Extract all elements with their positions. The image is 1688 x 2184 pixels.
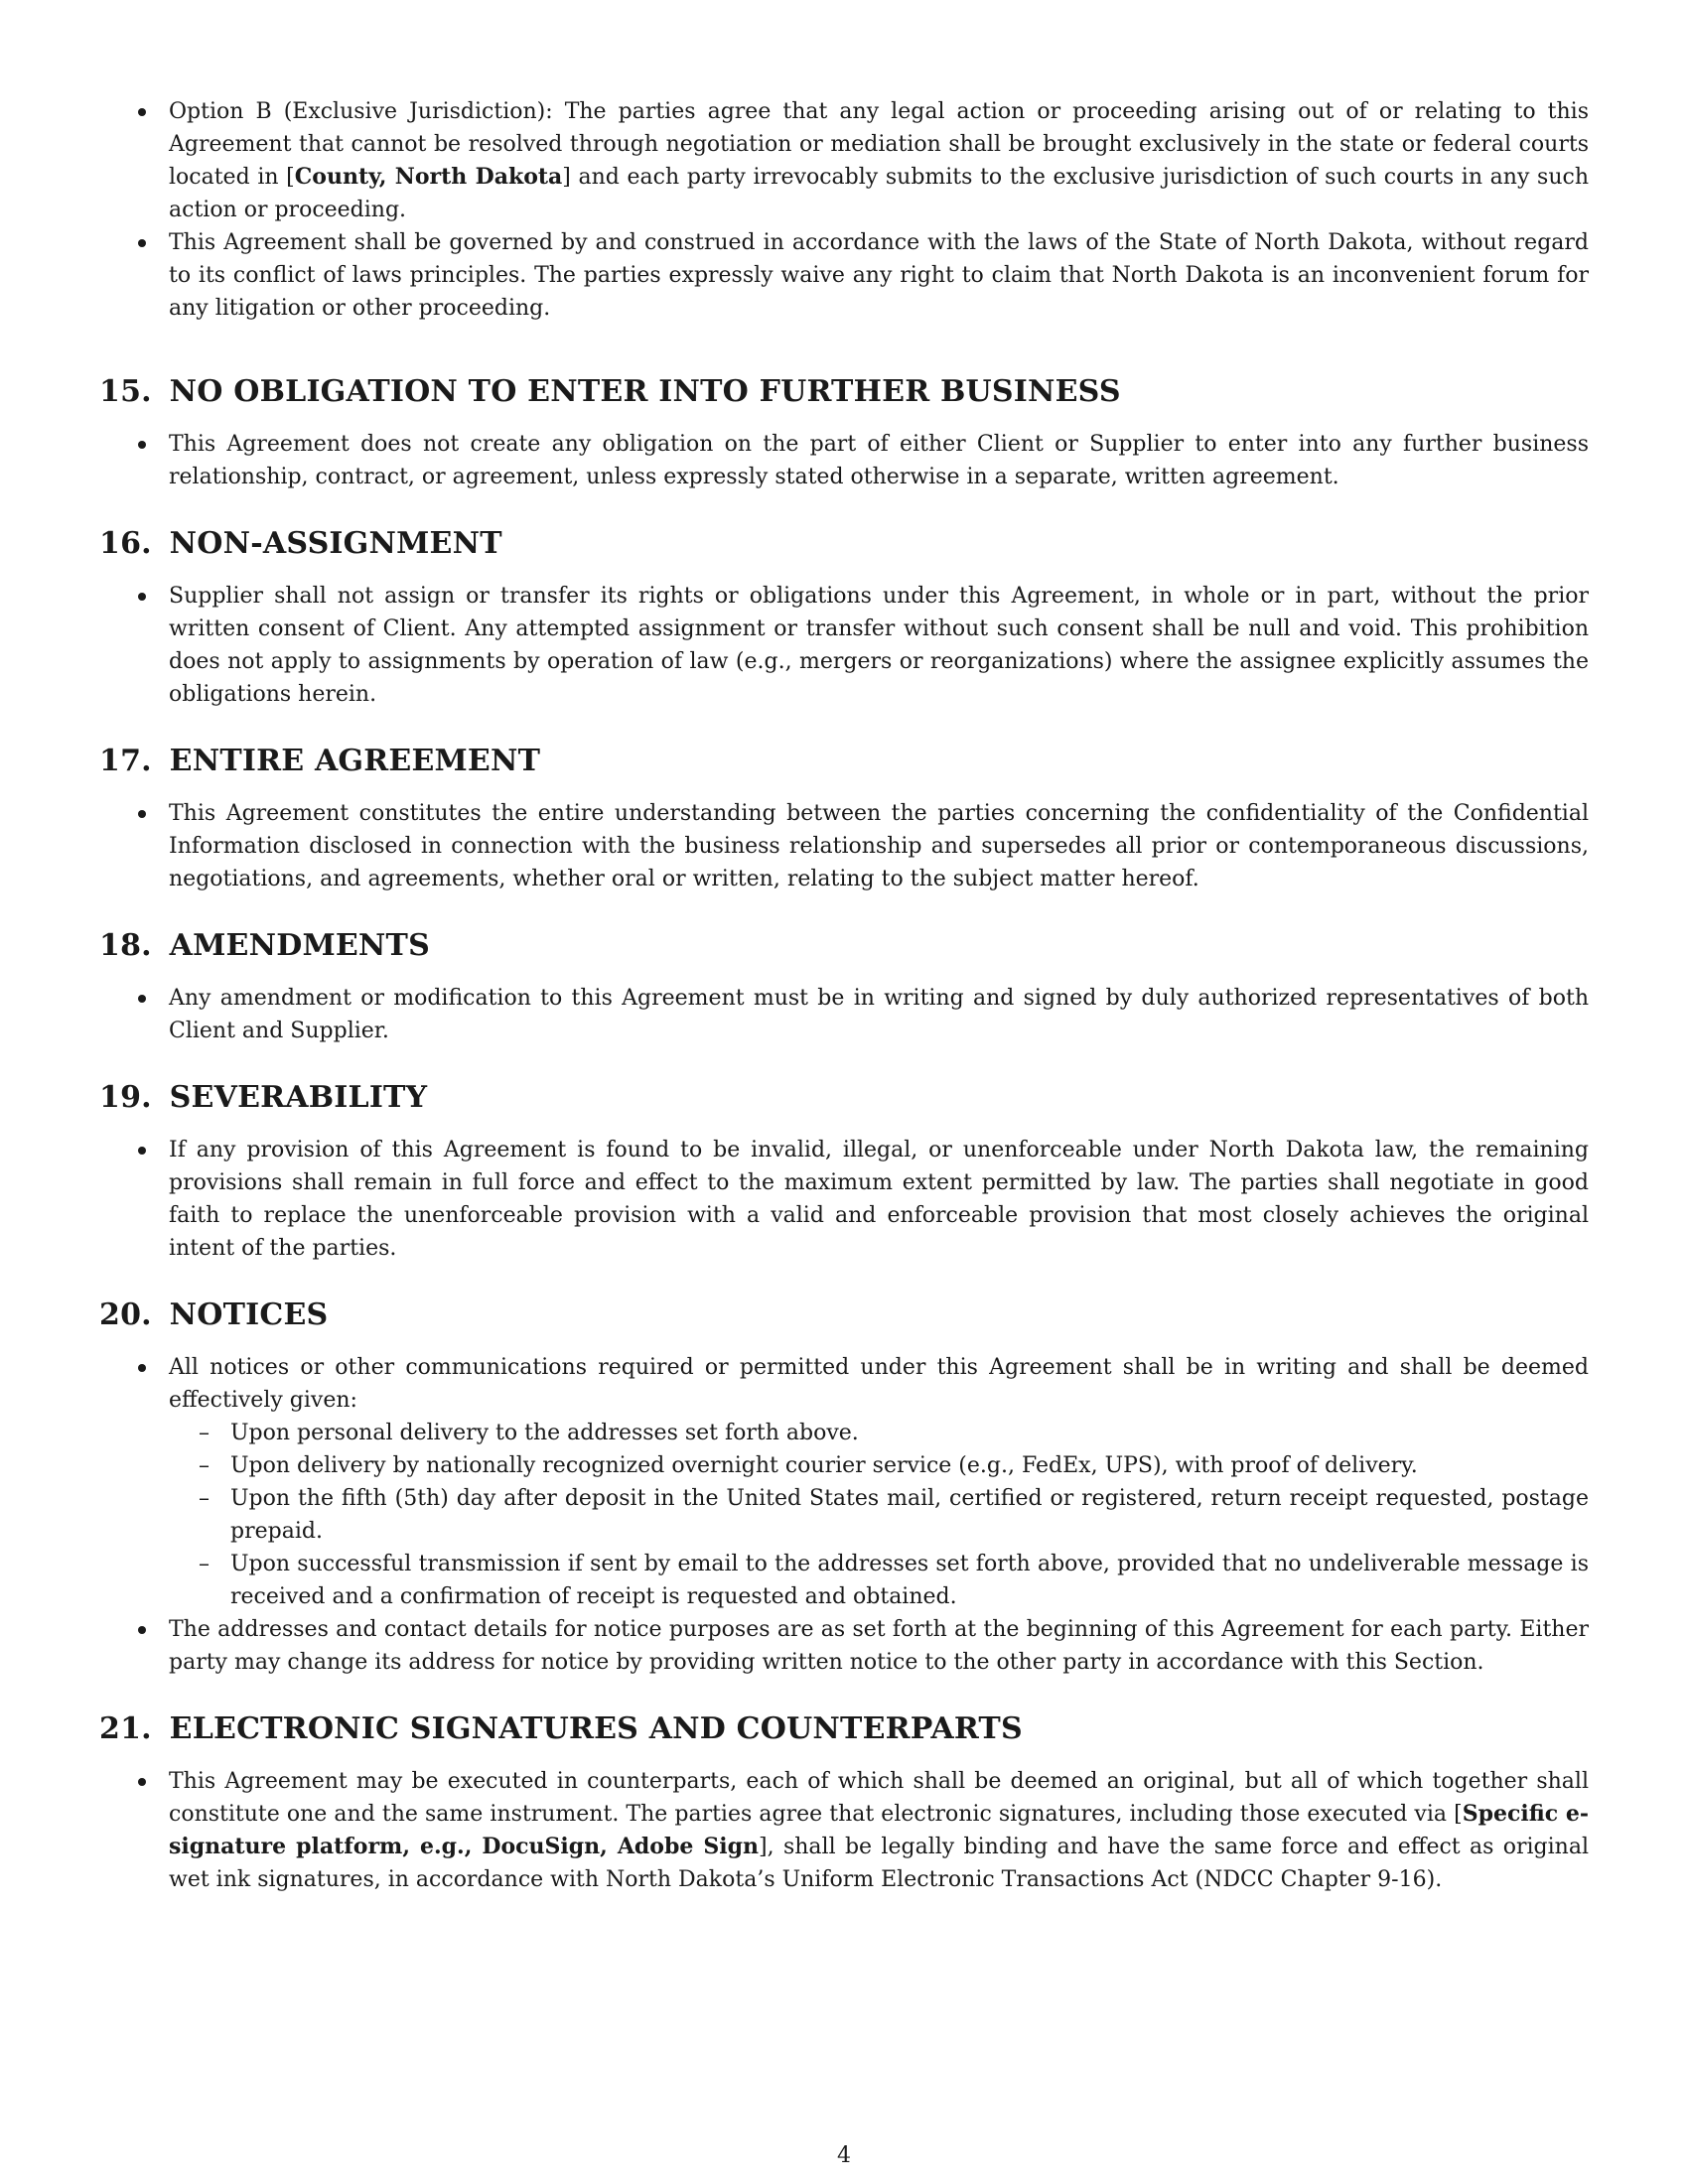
bullet-icon: [138, 1778, 146, 1786]
dash-icon: –: [199, 1552, 210, 1576]
bullet-icon: [138, 1364, 146, 1372]
bullet-text: This Agreement shall be governed by and construed in accordance with the laws of the State of North Dakota, without regard to its conflict of laws principles. The parties expressly waive any right to claim that North Dakota is an inconvenient forum for any litigation or other proceeding.: [169, 230, 1589, 321]
section-heading: [99, 1297, 1589, 1333]
section-title: AMENDMENTS: [169, 928, 430, 963]
sub-bullet-text: Upon personal delivery to the addresses set forth above.: [230, 1421, 859, 1445]
section-18: [99, 928, 1589, 1047]
dash-icon: –: [199, 1421, 210, 1445]
section-heading: [99, 744, 1589, 779]
dash-icon: –: [199, 1453, 210, 1478]
bullet-icon: [138, 995, 146, 1003]
section-number: 16.: [99, 526, 152, 561]
bullet-text-post: ] and each party irrevocably submits to the exclusive jurisdiction of such courts in any such action or proceeding.: [169, 165, 1589, 222]
section-heading: [99, 526, 1589, 562]
bullet-icon: [138, 1147, 146, 1155]
list-item: [99, 797, 1589, 895]
section-number: 19.: [99, 1080, 152, 1115]
bullet-text: If any provision of this Agreement is found to be invalid, illegal, or unenforceable under North Dakota law, the remaining provisions shall remain in full force and effect to the maximum extent permitted by law. The parties shall negotiate in good faith to replace the unenforceable provision with a valid and enforceable provision that most closely achieves the original intent of the parties.: [169, 1138, 1589, 1261]
page-number: 4: [837, 2143, 851, 2168]
bullet-icon: [138, 108, 146, 116]
section-title: NOTICES: [169, 1297, 329, 1332]
sub-bullet-text: Upon the fifth (5th) day after deposit in the United States mail, certified or registered, return receipt requested, postage prepaid.: [230, 1486, 1589, 1544]
section-number: 15.: [99, 374, 152, 409]
section-title: SEVERABILITY: [169, 1080, 428, 1115]
section-number: 18.: [99, 928, 152, 963]
bullet-text: This Agreement constitutes the entire understanding between the parties concerning the confidentiality of the Confidential Information disclosed in connection with the business relationship and supersedes all prior or contemporaneous discussions, negotiations, and agreements, whether oral or written, relating to the subject matter hereof.: [169, 801, 1589, 891]
bullet-text-pre: Option B (Exclusive Jurisdiction): The parties agree that any legal action or proceeding arising out of or relating to this Agreement that cannot be resolved through negotiation or mediation shall be brought exclusively in the state or federal courts located in [: [169, 99, 1589, 190]
bullet-text: All notices or other communications required or permitted under this Agreement shall be in writing and shall be deemed effectively given:: [169, 1355, 1589, 1413]
bullet-list: [99, 1351, 1589, 1679]
sub-list-item: [169, 1482, 1589, 1548]
bullet-list: [99, 1765, 1589, 1896]
bullet-text-bold: County, North Dakota: [294, 164, 563, 190]
bullet-icon: [138, 1626, 146, 1634]
bullet-icon: [138, 810, 146, 818]
section-title: ELECTRONIC SIGNATURES AND COUNTERPARTS: [169, 1711, 1023, 1746]
bullet-text: Supplier shall not assign or transfer its rights or obligations under this Agreement, in whole or in part, without the prior written consent of Client. Any attempted assignment or transfer without such consent shall be null and void. This prohibition does not apply to assignments by operation of law (e.g., mergers or reorganizations) where the assignee explicitly assumes the obligations herein.: [169, 584, 1589, 707]
section-20-notices: [99, 1297, 1589, 1679]
sub-list-item: [169, 1417, 1589, 1449]
bullet-list: [99, 982, 1589, 1047]
list-item: [99, 428, 1589, 493]
bullet-text-bold: Specific e-signature platform, e.g., DocuSign, Adobe Sign: [169, 1801, 1589, 1859]
bullet-text-pre: This Agreement may be executed in counterparts, each of which shall be deemed an original, but all of which together shall constitute one and the same instrument. The parties agree that electronic signatures, including those executed via [: [169, 1769, 1589, 1827]
bullet-governing-law: [99, 226, 1589, 325]
section-title: NON-ASSIGNMENT: [169, 526, 502, 561]
section-heading: [99, 928, 1589, 964]
list-item: [99, 982, 1589, 1047]
section-heading: [99, 1080, 1589, 1116]
bullet-text-post: ], shall be legally binding and have the same force and effect as original wet ink signatures, in accordance with North Dakota’s Uniform Electronic Transactions Act (NDCC Chapter 9-16).: [169, 1835, 1589, 1892]
list-item: [99, 1613, 1589, 1679]
section-number: 20.: [99, 1297, 152, 1332]
bullet-list: [99, 428, 1589, 493]
bullet-icon: [138, 441, 146, 449]
bullet-icon: [138, 593, 146, 601]
bullet-text: Any amendment or modification to this Agreement must be in writing and signed by duly authorized representatives of both Client and Supplier.: [169, 986, 1589, 1043]
sub-bullet-text: Upon successful transmission if sent by email to the addresses set forth above, provided that no undeliverable message is received and a confirmation of receipt is requested and obtained.: [230, 1552, 1589, 1609]
dash-icon: –: [199, 1486, 210, 1511]
section-15: [99, 374, 1589, 493]
bullet-list: [99, 1134, 1589, 1265]
section-title: NO OBLIGATION TO ENTER INTO FURTHER BUSINESS: [169, 374, 1121, 409]
section-16: [99, 526, 1589, 711]
list-item: [99, 1134, 1589, 1265]
list-item: [99, 1351, 1589, 1613]
bullet-text: The addresses and contact details for notice purposes are as set forth at the beginning of this Agreement for each party. Either party may change its address for notice by providing written notice to the other party in accordance with this Section.: [169, 1617, 1589, 1675]
section-number: 21.: [99, 1711, 152, 1746]
section-heading: [99, 374, 1589, 410]
list-item: [99, 580, 1589, 711]
section-21-esignatures: [99, 1711, 1589, 1896]
bullet-icon: [138, 239, 146, 247]
sub-bullet-list: [169, 1417, 1589, 1613]
continued-bullet-list: [99, 95, 1589, 325]
sub-bullet-text: Upon delivery by nationally recognized overnight courier service (e.g., FedEx, UPS), with proof of delivery.: [230, 1453, 1418, 1478]
section-19: [99, 1080, 1589, 1265]
bullet-text: This Agreement does not create any obligation on the part of either Client or Supplier to enter into any further business relationship, contract, or agreement, unless expressly stated otherwise in a separate, written agreement.: [169, 432, 1589, 489]
section-title: ENTIRE AGREEMENT: [169, 744, 541, 778]
bullet-list: [99, 797, 1589, 895]
sub-list-item: [169, 1548, 1589, 1613]
list-item: [99, 1765, 1589, 1896]
bullet-exclusive-jurisdiction: [99, 95, 1589, 226]
section-heading: [99, 1711, 1589, 1747]
section-number: 17.: [99, 744, 152, 778]
bullet-list: [99, 580, 1589, 711]
section-17: [99, 744, 1589, 895]
document-page: [99, 95, 1589, 2091]
sub-list-item: [169, 1449, 1589, 1482]
